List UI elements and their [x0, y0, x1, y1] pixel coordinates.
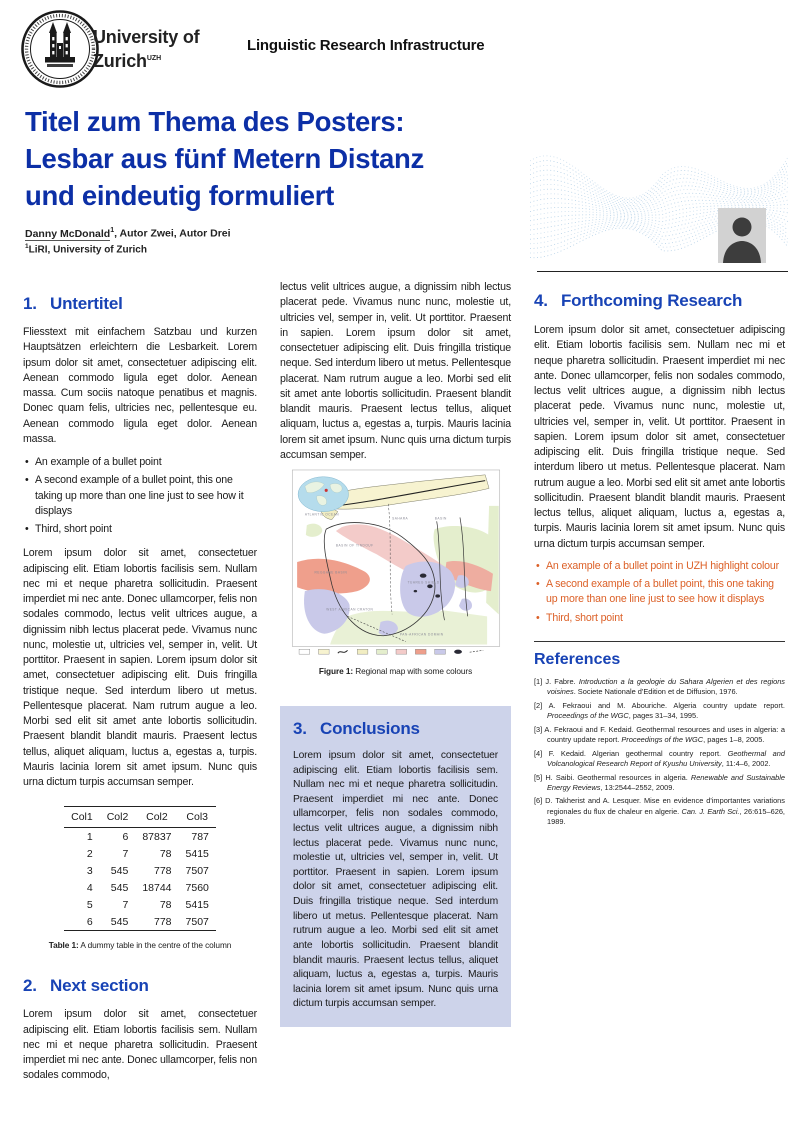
section-2-paragraph: Lorem ipsum dolor sit amet, consectetuer adipiscing elit. Etiam lobortis facilisis sem. Nullam nec mi et neque pharetra sollicitudin. Praesent imperdiet mi nec ante. Donec ullamcorper, felis non sodales commodo, [23, 1008, 257, 1082]
section-4-title: Forthcoming Research [561, 291, 743, 310]
section-4-heading [534, 291, 785, 311]
table-row [64, 845, 216, 862]
title-block [25, 103, 515, 255]
university-line1: University of [93, 27, 200, 47]
authors-line [25, 227, 515, 240]
organisation-title: Linguistic Research Infrastructure [247, 37, 485, 54]
table-row [64, 896, 216, 913]
affiliation-line [25, 243, 515, 255]
section-2-number: 2. [23, 976, 37, 996]
reference-item: [2] A. Fekraoui and M. Abouriche. Algeria country update report. Proceedings of the WGC, pages 31–34, 1995. [534, 700, 785, 720]
reference-item: [4] F. Kedaid. Algerian geothermal country report. Geothermal and Volcanological Research Report of Kyushu University, 11:4–6, 2002. [534, 748, 785, 768]
bullet-item: • A second example of a bullet point, this one taking up more than one line just to see how it displays [25, 473, 257, 519]
table-cell: 18744 [142, 881, 172, 894]
table-column-header: Col3 [179, 807, 216, 828]
table-cell: 7560 [185, 881, 209, 894]
uzh-seal-logo [20, 9, 100, 89]
coauthors: , Autor Zwei, Autor Drei [114, 227, 231, 240]
section-1-paragraph-1: Fliesstext mit einfachem Satzbau und kurzen Hauptsätzen erleichtern die Lesbarkeit. Lorem ipsum dolor sit amet, consectetuer adipiscing elit. Aenean commodo ligula eget dolor. Aenean massa. Cum sociis natoque penatibus et magnis. Donec quam felis, ultricies nec, pellentesque eu. Aenean commodo ligula eget dolor. Aenean massa. [23, 326, 257, 445]
table-cell: 545 [110, 864, 129, 877]
table-cell: 778 [154, 864, 172, 877]
section-2-heading [23, 976, 257, 996]
table-cell: 545 [110, 881, 129, 894]
section-1-heading [23, 294, 257, 314]
reference-item: [5] H. Saibi. Geothermal resources in algeria. Renewable and Sustainable Energy Reviews, 13:2544–2552, 2009. [534, 772, 785, 792]
section-4-bullet-list [536, 559, 785, 626]
table-cell: 6 [122, 830, 129, 843]
table-caption-label: Table 1: [48, 940, 79, 951]
svg-text:BASIN: BASIN [434, 516, 447, 521]
column-2-overflow-paragraph: lectus velit ultrices augue, a dignissim nibh lectus placerat pede. Vivamus nunc nunc, molestie ut, ultricies vel, semper in, velit. Ut porttitor. Praesent in sapien. Lorem ipsum dolor sit amet, consectetuer adipiscing elit. Duis fringilla tristique neque. Sed interdum libero ut metus. Pellentesque placerat. Nam rutrum augue a leo. Morbi sed elit sit amet ante lobortis sollicitudin. Praesent blandit blandit mauris. Praesent lectus tellus, aliquet aliquam, luctus a, egestas a, turpis. Mauris lacinia lorem sit amet ipsum. Nunc quis urna dictum turpis accumsan semper. [280, 281, 511, 461]
figure-caption-label: Figure 1: [318, 666, 353, 676]
bullet-item: • Third, short point [25, 522, 257, 537]
reference-item: [6] D. Takherist and A. Lesquer. Mise en evidence d'importantes variations regionales du flux de chaleur en algerie. Can. J. Earth Sci., 26:615–626, 1989. [534, 796, 785, 826]
table-caption [23, 940, 257, 950]
reference-item: [3] A. Fekraoui and F. Kedaid. Geothermal resources and uses in algeria: a country update report. Proceedings of the WGC, pages 1–8, 2005. [534, 724, 785, 744]
section-3-paragraph: Lorem ipsum dolor sit amet, consectetuer adipiscing elit. Etiam lobortis facilisis sem. Nullam nec mi et neque pharetra sollicitudin. Praesent imperdiet mi nec ante. Donec ullamcorper, felis non sodales commodo, lectus velit ultrices augue, a dignissim nibh lectus placerat pede. Vivamus nunc nunc, molestie ut, ultricies vel, semper in, velit. Ut porttitor. Praesent in sapien. Lorem ipsum dolor sit amet, consectetuer adipiscing elit. Duis fringilla tristique neque. Sed interdum libero ut metus. Pellentesque placerat. Nam rutrum augue a leo. Morbi sed elit sit amet ante lobortis sollicitudin. Praesent blandit blandit mauris. Praesent lectus tellus, aliquet aliquam, luctus a, egestas a, turpis. Mauris lacinia lorem sit amet ipsum. Nunc quis urna dictum turpis accumsan semper. [293, 750, 498, 1010]
affiliation-mark: 1 [25, 242, 29, 250]
dummy-table [64, 806, 216, 931]
author-portrait-placeholder [718, 208, 766, 263]
table-cell: 778 [154, 915, 172, 928]
poster-title-line1: Titel zum Thema des Posters: [25, 106, 405, 137]
table-cell: 545 [110, 915, 129, 928]
section-1-paragraph-2: Lorem ipsum dolor sit amet, consectetuer adipiscing elit. Etiam lobortis facilisis sem. Nullam nec mi et neque pharetra sollicitudin. Praesent imperdiet mi nec ante. Donec ullamcorper, felis non sodales commodo, lectus velit ultrices augue, a dignissim nibh lectus placerat pede. Vivamus nunc nunc, molestie ut, ultricies vel, semper in, velit. Ut porttitor. Praesent in sapien. Lorem ipsum dolor sit amet, consectetuer adipiscing elit. Duis fringilla tristique neque. Sed interdum libero ut metus. Pellentesque placerat. Nam rutrum augue a leo. Morbi sed elit sit amet ante lobortis sollicitudin. Praesent blandit blandit mauris. Praesent lectus tellus, aliquet aliquam, luctus a, egestas a, turpis. Mauris lacinia lorem sit amet ipsum. Nunc quis urna dictum turpis accumsan semper. [23, 547, 257, 788]
table-cell: 7 [122, 898, 129, 911]
header-rule [537, 271, 788, 272]
uzh-superscript: UZH [146, 55, 162, 62]
table-cell: 7507 [185, 915, 209, 928]
table-cell: 3 [86, 864, 93, 877]
table-cell: 7507 [185, 864, 209, 877]
poster-title [25, 103, 515, 214]
section-1-bullet-list [25, 455, 257, 537]
highlight-bullet-item: • Third, short point [536, 611, 785, 626]
table-cell: 4 [86, 881, 93, 894]
affiliation-text: LiRI, University of Zurich [28, 243, 147, 255]
regional-map-figure [280, 469, 511, 676]
svg-text:WEST AFRICAN CRATON: WEST AFRICAN CRATON [325, 607, 373, 612]
svg-text:TUAREG SHIELD: TUAREG SHIELD [407, 580, 440, 585]
section-1-number: 1. [23, 294, 37, 313]
table-row [64, 913, 216, 931]
figure-caption [280, 666, 511, 676]
table-cell: 787 [191, 830, 209, 843]
table-cell: 1 [86, 830, 93, 843]
column-2 [280, 278, 511, 1084]
section-1-title: Untertitel [50, 294, 123, 313]
svg-text:BASIN OF TINDOUF: BASIN OF TINDOUF [335, 543, 374, 548]
author-affiliation-mark: 1 [110, 227, 115, 234]
table-cell: 5 [86, 898, 93, 911]
table-row [64, 862, 216, 879]
svg-text:REGGANE BASIN: REGGANE BASIN [314, 570, 347, 575]
table-header-row [64, 807, 216, 828]
table-column-header: Col2 [135, 807, 178, 828]
table-cell: 6 [86, 915, 93, 928]
poster-title-line3: und eindeutig formuliert [25, 180, 335, 211]
section-2-title: Next section [50, 976, 149, 996]
section-4-paragraph: Lorem ipsum dolor sit amet, consectetuer adipiscing elit. Etiam lobortis facilisis sem. Nullam nec mi et neque pharetra sollicitudin. Praesent imperdiet mi nec ante. Donec ullamcorper, felis non sodales commodo, lectus velit ultrices augue, a dignissim nibh lectus placerat pede. Vivamus nunc nunc, molestie ut, ultricies vel, semper in, velit. Ut porttitor. Praesent in sapien. Lorem ipsum dolor sit amet, consectetuer adipiscing elit. Duis fringilla tristique neque. Sed interdum libero ut metus. Pellentesque placerat. Nam rutrum augue a leo. Morbi sed elit sit amet ante lobortis sollicitudin. Praesent blandit blandit mauris. Praesent lectus tellus, aliquet aliquam, luctus a, egestas a, turpis. Mauris lacinia lorem sit amet ipsum. Nunc quis urna dictum turpis accumsan semper. [534, 324, 785, 550]
references-rule [534, 641, 785, 642]
table-cell: 5415 [185, 898, 209, 911]
section-3-title: Conclusions [320, 719, 420, 738]
conclusions-box [280, 706, 511, 1027]
table-row [64, 879, 216, 896]
table-cell: 7 [122, 847, 129, 860]
table-cell: 2 [86, 847, 93, 860]
regional-map-image [290, 469, 502, 659]
references-list [534, 677, 785, 827]
svg-text:ATLANTIC OCEAN: ATLANTIC OCEAN [304, 512, 339, 517]
table-column-header: Col1 [64, 807, 100, 828]
table-cell: 87837 [142, 830, 172, 843]
section-3-number: 3. [293, 719, 307, 738]
poster-columns [23, 278, 785, 1084]
table-cell: 78 [159, 898, 172, 911]
bullet-item: • An example of a bullet point [25, 455, 257, 470]
table-cell: 5415 [185, 847, 209, 860]
svg-text:SAHARA: SAHARA [391, 516, 408, 521]
section-4-number: 4. [534, 291, 548, 310]
column-1 [23, 278, 257, 1084]
table-caption-text: A dummy table in the centre of the column [80, 940, 232, 951]
column-3 [534, 278, 785, 1084]
university-line2: Zurich [93, 51, 147, 71]
svg-text:PAN-AFRICAN DOMAIN: PAN-AFRICAN DOMAIN [399, 632, 444, 637]
figure-caption-text: Regional map with some colours [355, 666, 473, 676]
references-heading: References [534, 650, 621, 668]
table-cell: 78 [159, 847, 172, 860]
section-3-heading [293, 719, 498, 739]
university-wordmark [93, 27, 199, 72]
table-column-header: Col2 [100, 807, 136, 828]
highlight-bullet-item: • An example of a bullet point in UZH highlight colour [536, 559, 785, 574]
poster-title-line2: Lesbar aus fünf Metern Distanz [25, 143, 424, 174]
reference-item: [1] J. Fabre. Introduction a la geologie du Sahara Algerien et des regions voisines. Societe Nationale d'Edition et de Diffusion, 1976. [534, 676, 785, 696]
author-link[interactable]: Danny McDonald [25, 227, 111, 240]
highlight-bullet-item: • A second example of a bullet point, this one taking up more than one line just to see how it displays [536, 577, 785, 608]
table-row [64, 828, 216, 846]
